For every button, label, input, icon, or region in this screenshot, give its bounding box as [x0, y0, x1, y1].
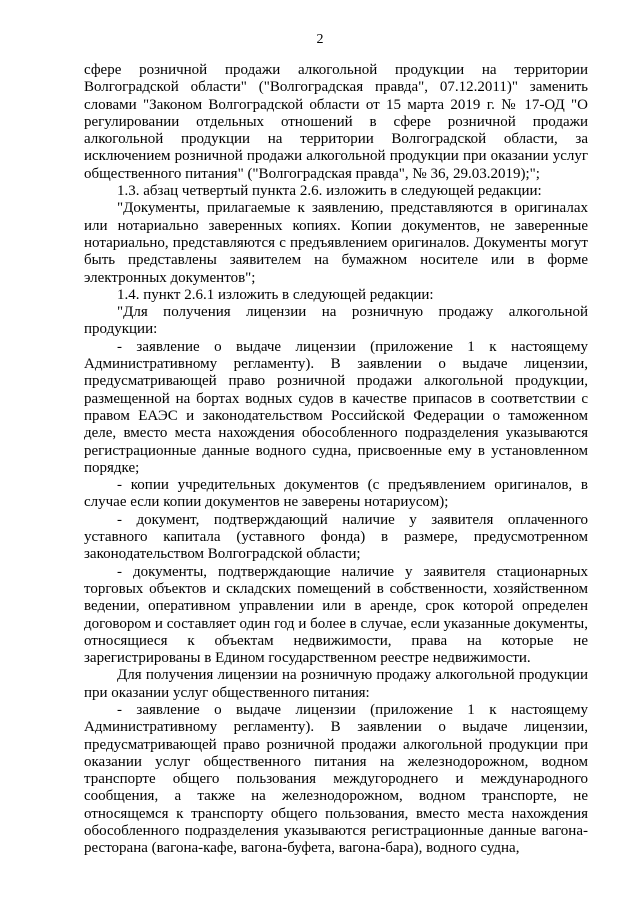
paragraph: 1.3. абзац четвертый пункта 2.6. изложить в следующей редакции: [117, 183, 542, 200]
paragraph: - документы, подтверждающие наличие у заявителя стационарных торговых объектов и складских помещений в собственности, хозяйственном ведении, оперативном управлении или в аренде, срок которой определен договором и составляет один год и более в случае, если указанные документы, относящиеся к объектам недвижимости, права на которые не зарегистрированы в Едином государственном реестре недвижимости. [84, 563, 588, 667]
page-number: 2 [316, 32, 324, 47]
paragraph: "Документы, прилагаемые к заявлению, представляются в оригиналах или нотариально заверенных копиях. Копии документов, не заверенные нотариально, представляются с предъявлением оригиналов. Документы могут быть представлены заявителем на бумажном носителе или в форме электронных документов"; [84, 200, 588, 286]
paragraph: - заявление о выдаче лицензии (приложение 1 к настоящему Административному регламенту). В заявлении о выдаче лицензии, предусматривающей право розничной продажи алкогольной продукции при оказании услуг общественного питания на железнодорожном, водном транспорте общего пользования междугороднего и международного сообщения, а также на железнодорожном, водном транспорте, не относящемся к транспорту общего пользования, вместо места нахождения обособленного подразделения указываются регистрационные данные вагона-ресторана (вагона-кафе, вагона-буфета, вагона-бара), водного судна, [84, 701, 588, 857]
paragraph: "Для получения лицензии на розничную продажу алкогольной продукции: [84, 304, 588, 338]
paragraph: - документ, подтверждающий наличие у заявителя оплаченного уставного капитала (уставного фонда) в размере, предусмотренном законодательством Волгоградской области; [84, 511, 588, 563]
paragraph: Для получения лицензии на розничную продажу алкогольной продукции при оказании услуг общественного питания: [84, 667, 588, 701]
paragraph: сфере розничной продажи алкогольной продукции на территории Волгоградской области" ("Волгоградская правда", 07.12.2011)" заменить словами "Законом Волгоградской области от 15 марта 2019 г. № 17-ОД "О регулировании отдельных отношений в сфере розничной продажи алкогольной продукции на территории Волгоградской области, за исключением розничной продажи алкогольной продукции при оказании услуг общественного питания" ("Волгоградская правда", № 36, 29.03.2019);"; [84, 62, 588, 182]
paragraph: - заявление о выдаче лицензии (приложение 1 к настоящему Административному регламенту). В заявлении о выдаче лицензии, предусматривающей право розничной продажи алкогольной продукции, размещенной на бортах водных судов в качестве припасов в соответствии с правом ЕАЭС и законодательством Российской Федерации о таможенном деле, вместо места нахождения обособленного подразделения указываются регистрационные данные водного судна, присвоенные ему в установленном порядке; [84, 338, 588, 476]
document-body [84, 62, 588, 858]
paragraph: - копии учредительных документов (с предъявлением оригиналов, в случае если копии документов не заверены нотариусом); [84, 477, 588, 511]
paragraph: 1.4. пункт 2.6.1 изложить в следующей редакции: [117, 286, 434, 303]
